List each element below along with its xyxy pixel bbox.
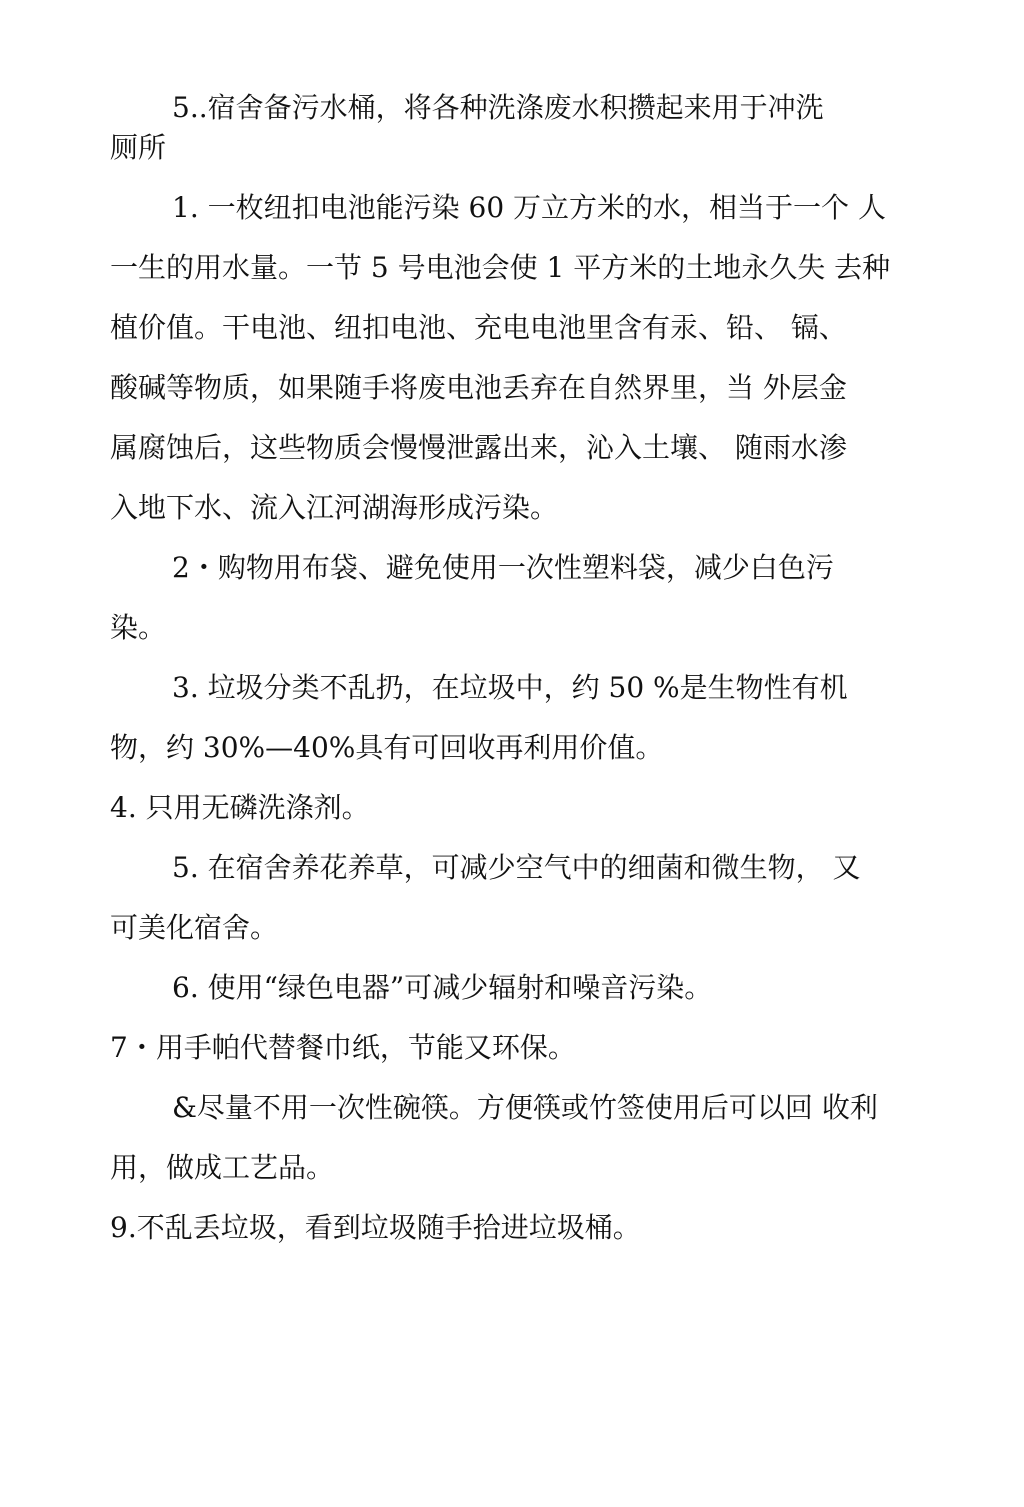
text-line-item1-a: 1. 一枚纽扣电池能污染 60 万立方米的水，相当于一个 人 (172, 191, 886, 224)
text-line-item5b-a: 5. 在宿舍养花养草，可减少空气中的细菌和微生物， 又 (172, 851, 861, 884)
text-line-item2-b: 染。 (110, 611, 167, 644)
text-line-item4: 4. 只用无磷洗涤剂。 (110, 791, 370, 824)
text-line-item5-b: 厕所 (110, 131, 167, 164)
text-line-item8-a: &尽量不用一次性碗筷。方便筷或竹签使用后可以回 收利 (172, 1091, 878, 1124)
text-line-item1-d: 酸碱等物质，如果随手将废电池丢弃在自然界里，当 外层金 (110, 371, 847, 404)
text-line-item1-f: 入地下水、流入江河湖海形成污染。 (110, 491, 559, 524)
text-line-item1-e: 属腐蚀后，这些物质会慢慢泄露出来，沁入土壤、 随雨水渗 (110, 431, 847, 464)
text-line-item6: 6. 使用“绿色电器”可减少辐射和噪音污染。 (172, 971, 713, 1004)
text-line-item2-a: 2・购物用布袋、避免使用一次性塑料袋，减少白色污 (172, 551, 834, 584)
text-line-item5-a: 5..宿舍备污水桶，将各种洗涤废水积攒起来用于冲洗 (172, 91, 824, 124)
text-line-item8-b: 用，做成工艺品。 (110, 1151, 335, 1184)
text-line-item3-b: 物，约 30%—40%具有可回收再利用价值。 (110, 731, 664, 764)
text-line-item5b-b: 可美化宿舍。 (110, 911, 279, 944)
text-line-item1-c: 植价值。干电池、纽扣电池、充电电池里含有汞、铅、 镉、 (110, 311, 847, 344)
text-line-item1-b: 一生的用水量。一节 5 号电池会使 1 平方米的土地永久失 去种 (110, 251, 891, 284)
text-line-item7: 7・用手帕代替餐巾纸，节能又环保。 (110, 1031, 576, 1064)
text-line-item9: 9.不乱丢垃圾，看到垃圾随手拾进垃圾桶。 (110, 1211, 641, 1244)
text-line-item3-a: 3. 垃圾分类不乱扔，在垃圾中，约 50 %是生物性有机 (172, 671, 848, 704)
